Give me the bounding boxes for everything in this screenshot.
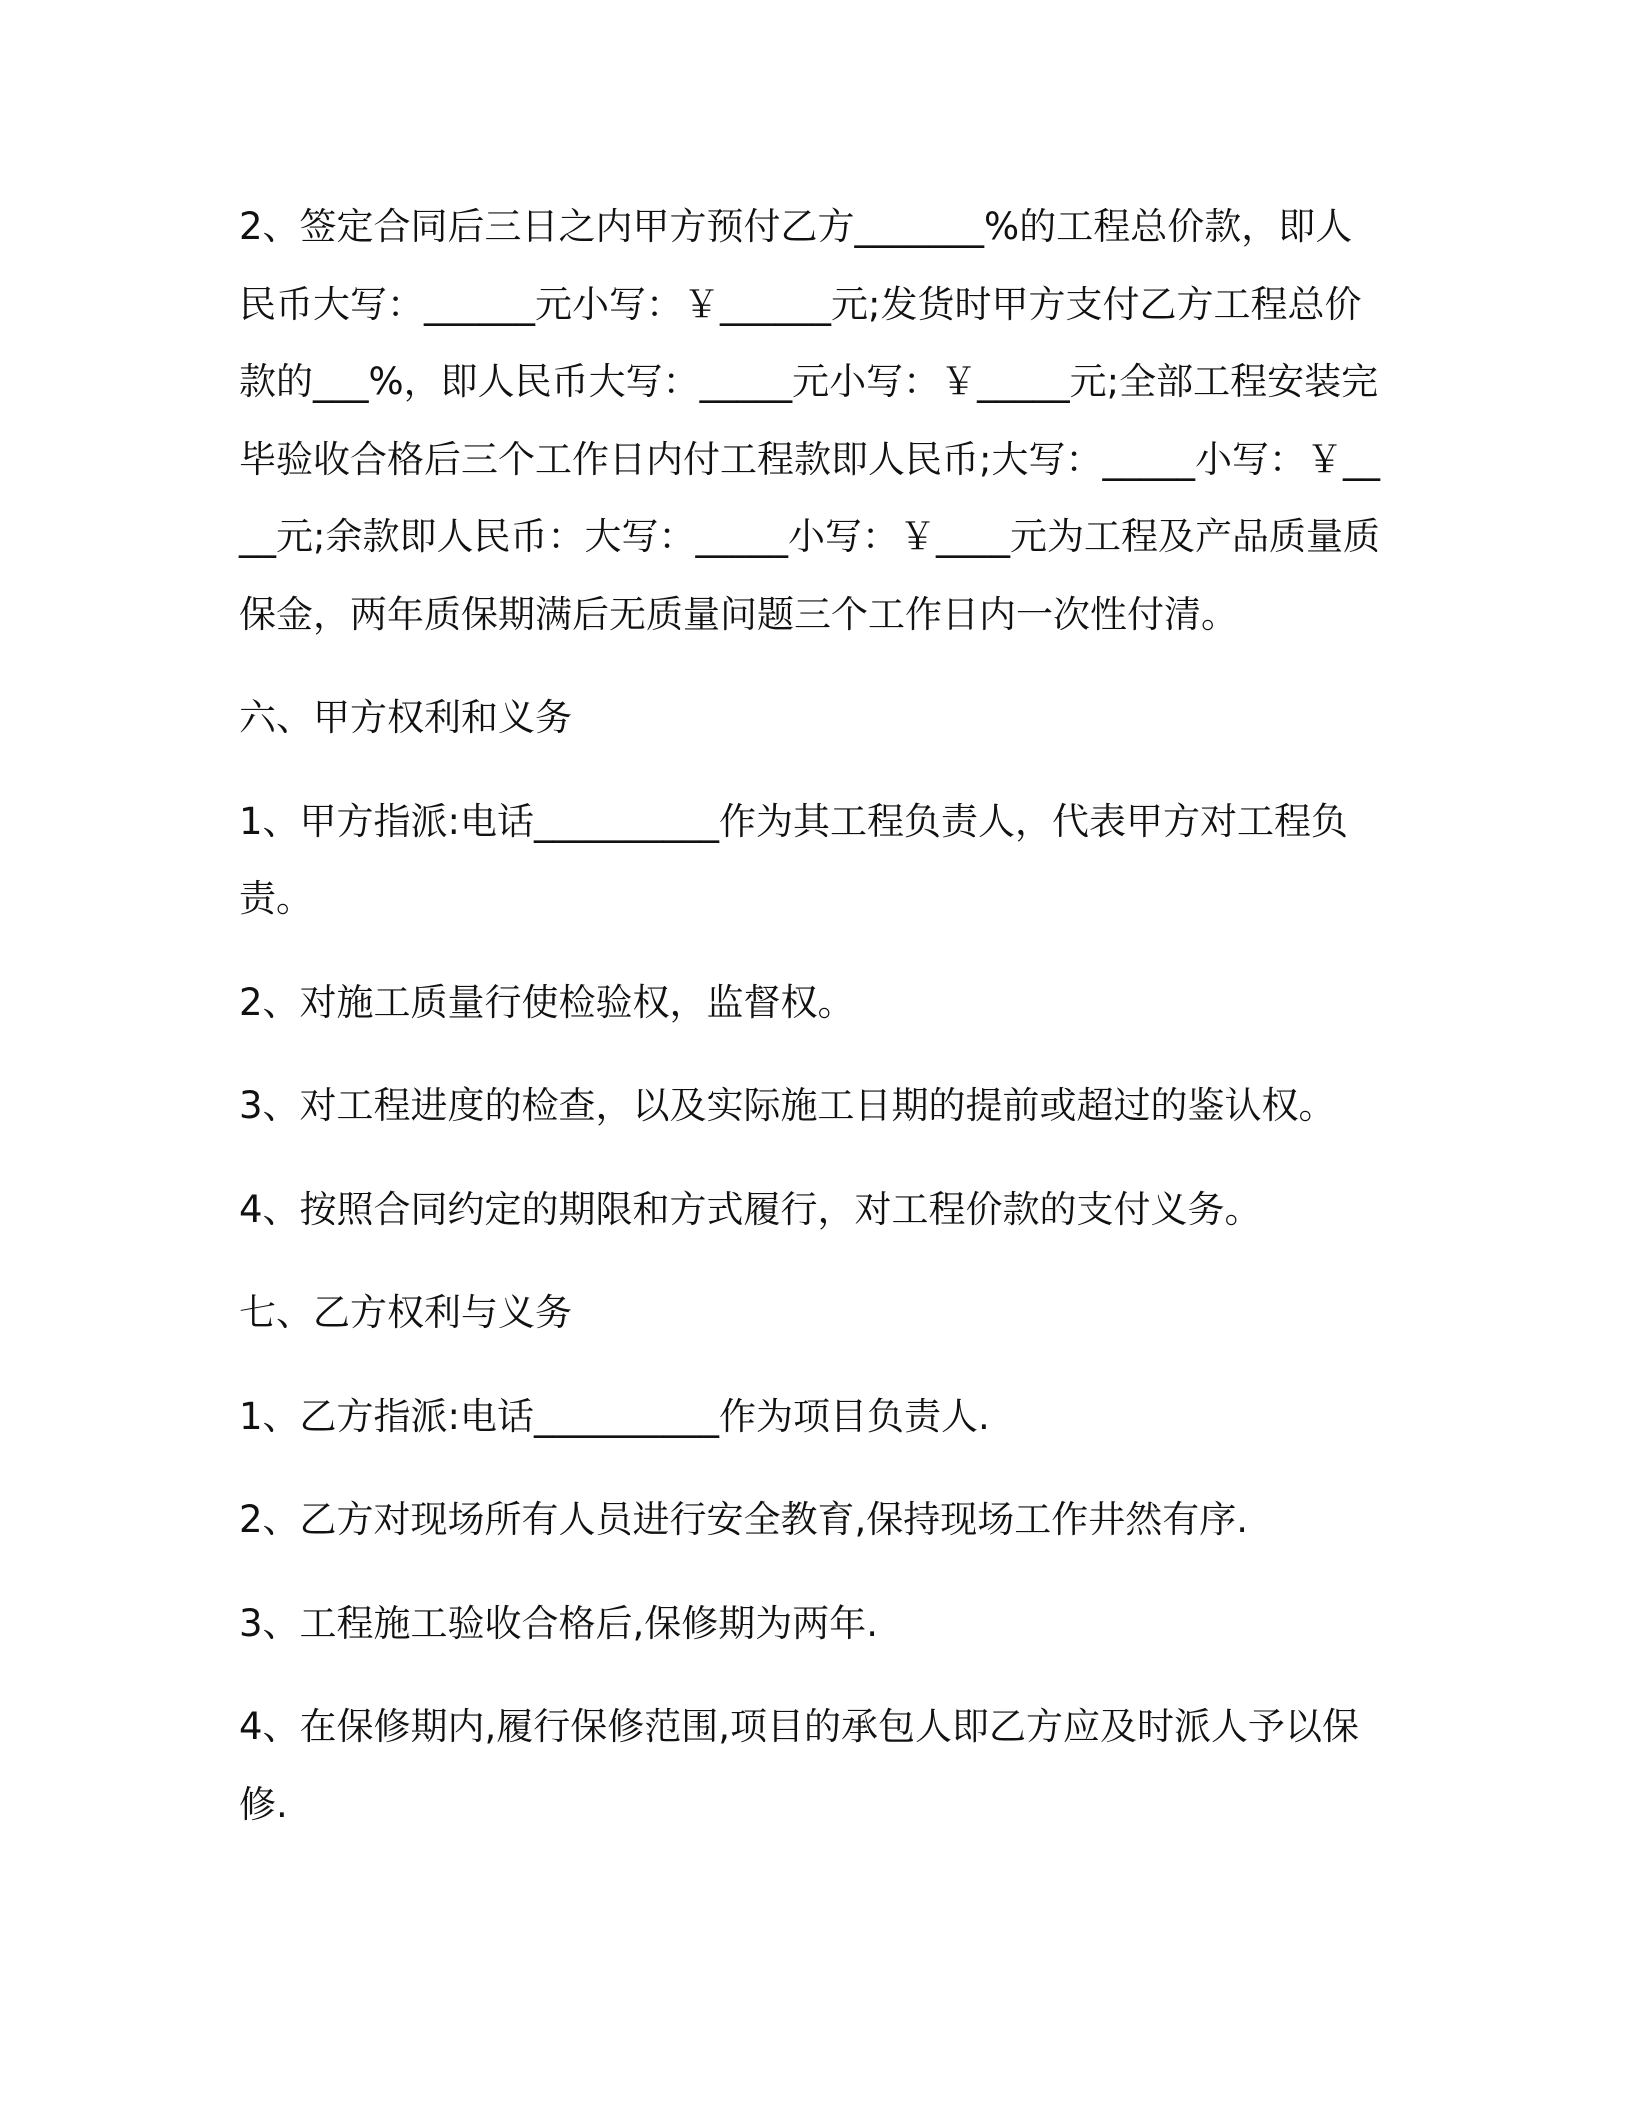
- party-a-item-1: 1、甲方指派:电话__________作为其工程负责人，代表甲方对工程负责。: [239, 799, 1349, 920]
- party-a-item-3: 3、对工程进度的检查，以及实际施工日期的提前或超过的鉴认权。: [239, 1084, 1336, 1127]
- party-b-item-2: 2、乙方对现场所有人员进行安全教育,保持现场工作井然有序.: [239, 1498, 1249, 1541]
- party-a-item-2: 2、对施工质量行使检验权，监督权。: [239, 980, 855, 1024]
- party-b-item-4: 4、在保修期内,履行保修范围,项目的承包人即乙方应及时派人予以保修.: [239, 1705, 1360, 1826]
- party-b-item-3: 3、工程施工验收合格后,保修期为两年.: [239, 1601, 879, 1645]
- section-heading-party-a: 六、甲方权利和义务: [239, 696, 572, 739]
- document-page: [239, 188, 1389, 1869]
- payment-terms-paragraph: 2、签定合同后三日之内甲方预付乙方_______%的工程总价款，即人民币大写：______元小写：￥______元;发货时甲方支付乙方工程总价款的___%，即人民币大写：_____元小写：￥_____元;全部工程安装完毕验收合格后三个工作日内付工程款即人民币;大写：_____小写：￥____元;余款即人民币：大写：_____小写：￥____元为工程及产品质量质保金，两年质保期满后无质量问题三个工作日内一次性付清。: [239, 205, 1380, 636]
- party-a-item-4: 4、按照合同约定的期限和方式履行，对工程价款的支付义务。: [239, 1187, 1262, 1231]
- party-b-item-1: 1、乙方指派:电话__________作为项目负责人.: [239, 1394, 990, 1438]
- section-heading-party-b: 七、乙方权利与义务: [239, 1291, 572, 1334]
